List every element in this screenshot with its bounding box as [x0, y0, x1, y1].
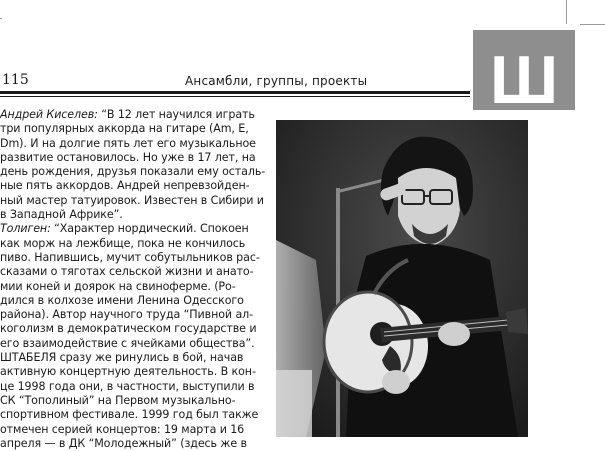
text-line: пиво. Напившись, мучит собутыльников рас-	[0, 250, 260, 264]
text-line: спортивном фестивале. 1999 год был также	[0, 408, 259, 422]
text-line: ный мастер татуировок. Известен в Сибири и	[0, 193, 264, 207]
speaker-name: Андрей Киселев:	[0, 108, 98, 121]
text-line: сказами о тяготах сельской жизни и анато-	[0, 265, 254, 279]
text-line: развитие остановилось. Но уже в 17 лет, на	[0, 150, 256, 164]
text-line: апреля — в ДК “Молодежный” (здесь же в	[0, 436, 247, 450]
text-line: ШТАБЕЛЯ сразу же ринулись в бой, начав	[0, 351, 244, 365]
text-line: активную концертную деятельность. В кон-	[0, 365, 256, 379]
text-line: в Западной Африке”.	[0, 208, 123, 222]
paragraph-concerts	[0, 351, 268, 451]
paragraph-toligen	[0, 222, 268, 351]
text-line: три популярных аккорда на гитаре (Am, E,	[0, 122, 249, 136]
text-line: Dm). И на долгие пять лет его музыкальное	[0, 136, 256, 150]
crop-mark	[580, 24, 605, 25]
text-line: це 1998 года они, в частности, выступили в	[0, 379, 255, 393]
text-line: коголизм в демократическом государстве и	[0, 322, 257, 336]
text-line	[0, 222, 268, 236]
text-line: день рождения, друзья показали ему осталь-	[0, 165, 266, 179]
speaker-name: Толиген:	[0, 222, 51, 236]
page-number: 115	[2, 72, 29, 88]
header-rule	[0, 91, 470, 94]
article-text	[0, 108, 268, 451]
running-header	[0, 68, 475, 90]
alphabet-tab-letter: Ш	[489, 42, 559, 118]
crop-mark	[0, 18, 2, 19]
text-line: мии коней и доярок на свиноферме. (Ро-	[0, 279, 236, 293]
text-line	[0, 108, 268, 122]
alphabet-tab	[473, 30, 575, 118]
musician-photo-illustration	[276, 120, 528, 437]
text-line: района). Автор научного труда “Пивной ал-	[0, 308, 254, 322]
text-line: СК “Тополиный” на Первом музыкально-	[0, 393, 236, 407]
text-line: ные пять аккордов. Андрей непревзойден-	[0, 179, 250, 193]
musician-photo	[276, 120, 528, 437]
text-line: отмечен серией концертов: 19 марта и 16	[0, 422, 245, 436]
header-rule-thin	[0, 96, 470, 97]
text-line: его взаимодействие с ячейками общества”.	[0, 336, 255, 350]
running-title: Ансамбли, группы, проекты	[185, 74, 368, 88]
text-line-content: “Характер нордический. Спокоен	[50, 222, 249, 236]
paragraph-kiselev	[0, 108, 268, 222]
text-line-content: “В 12 лет научился играть	[97, 108, 255, 121]
crop-mark	[566, 0, 567, 24]
text-line: как морж на лежбище, пока не кончилось	[0, 236, 246, 250]
text-line: дился в колхозе имени Ленина Одесского	[0, 293, 244, 307]
